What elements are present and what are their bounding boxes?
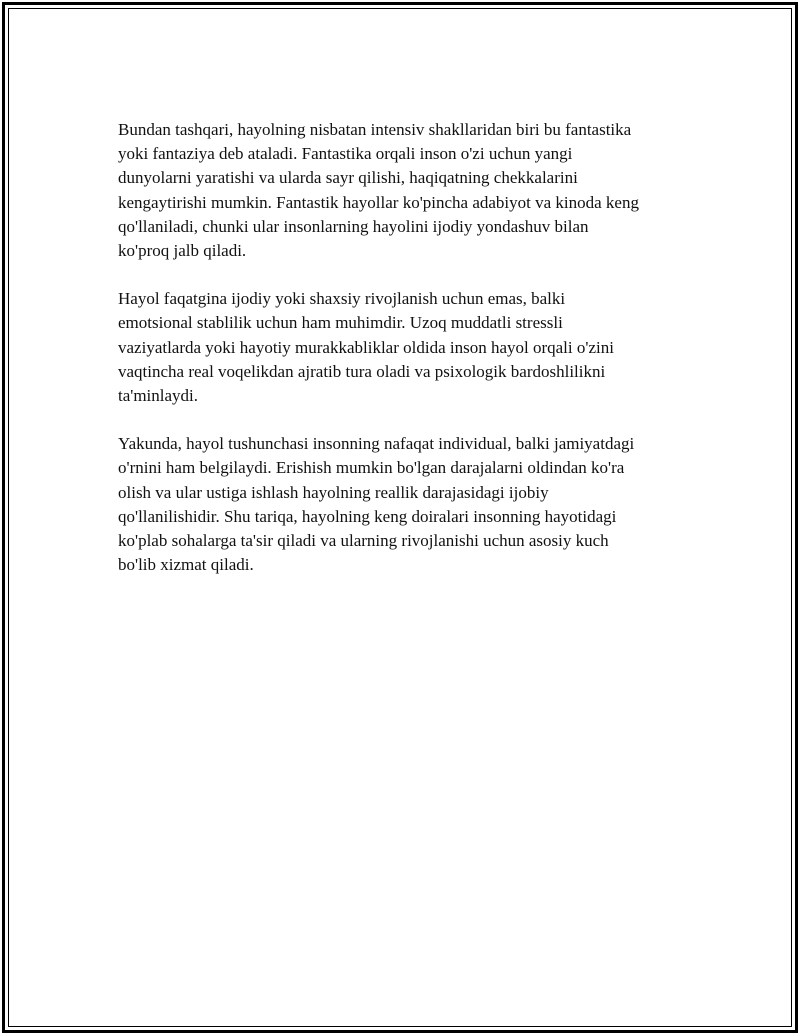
paragraph-3: Yakunda, hayol tushunchasi insonning nafaqat individual, balki jamiyatdagi o'rnini ham belgilaydi. Erishish mumkin bo'lgan darajalarni oldindan ko'ra olish va ular ustiga ishlash hayolning reallik darajasidagi ijobiy qo'llanilishidir. Shu tariqa, hayolning keng doiralari insonning hayotidagi ko'plab sohalarga ta'sir qiladi va ularning rivojlanishi uchun asosiy kuch bo'lib xizmat qiladi.	[118, 434, 635, 575]
document-body	[118, 118, 688, 601]
paragraph-1: Bundan tashqari, hayolning nisbatan intensiv shakllaridan biri bu fantastika yoki fantaziya deb ataladi. Fantastika orqali inson o'zi uchun yangi dunyolarni yaratishi va ularda sayr qilishi, haqiqatning chekkalarini kengaytirishi mumkin. Fantastik hayollar ko'pincha adabiyot va kinoda keng qo'llaniladi, chunki ular insonlarning hayolini ijodiy yondashuv bilan ko'proq jalb qiladi.	[118, 120, 639, 261]
paragraph-2: Hayol faqatgina ijodiy yoki shaxsiy rivojlanish uchun emas, balki emotsional stablilik uchun ham muhimdir. Uzoq muddatli stressli vaziyatlarda yoki hayotiy murakkabliklar oldida inson hayol orqali o'zini vaqtincha real voqelikdan ajratib tura oladi va psixologik bardoshlilikni ta'minlaydi.	[118, 289, 614, 406]
